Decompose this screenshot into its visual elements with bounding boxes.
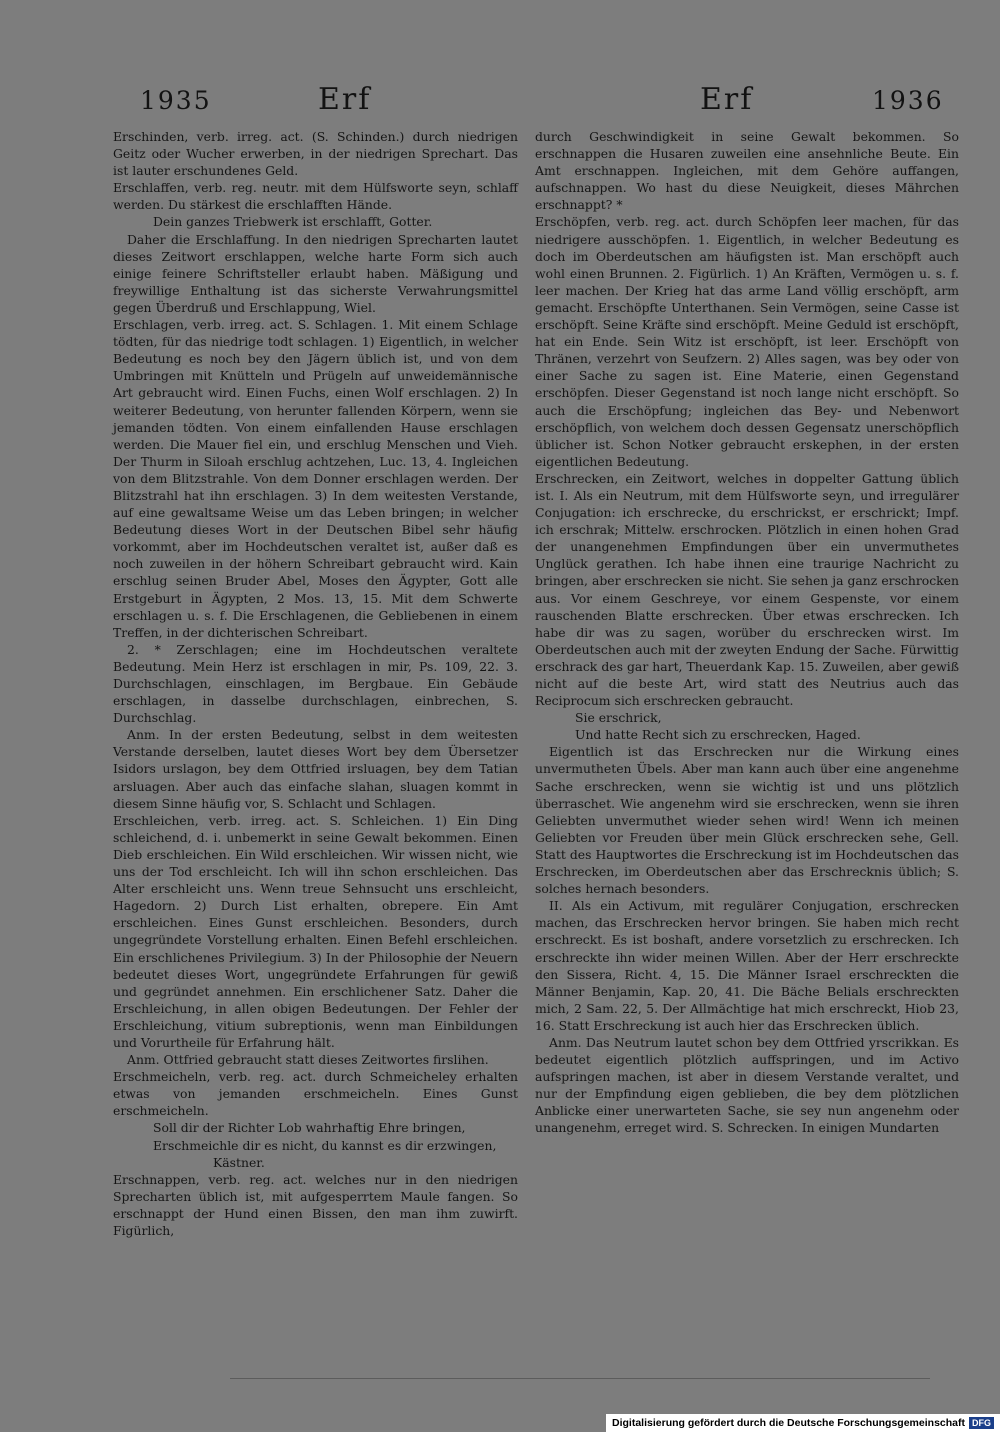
entry-erschrecken-cont: Eigentlich ist das Erschrecken nur die Wirkung eines unvermutheten Übels. Aber man kann auch über eine angenehme Sache erschrecken, wenn sie wichtig ist und uns plötzlich überraschet. Wie angenehm wird sie erschrecken, wenn sie ihren Geliebten unvermuthet wieder sehen wird! Wenn ich meinen Geliebten vor Freuden über mein Glück erschrecken sehe, Gell. Statt des Hauptwortes die Erschreckung ist im Hochdeutschen das Erschrecken, im Oberdeutschen aber das Erschrecknis üblich; S. solches hernach besonders. xyxy=(535,744,959,897)
entry-erschinden: Erschinden, verb. irreg. act. (S. Schinden.) durch niedrigen Geitz oder Wucher erwerben, in der niedrigen Sprechart. Das ist lauter erschundenes Geld. xyxy=(113,129,518,179)
verse-kaestner-author: Kästner. xyxy=(213,1154,265,1170)
verse-haged-2: Und hatte Recht sich zu erschrecken, Haged. xyxy=(575,727,861,743)
footer-text: Digitalisierung gefördert durch die Deutsche Forschungsgemeinschaft xyxy=(612,1417,965,1429)
verse-kaestner-2: Erschmeichle dir es nicht, du kannst es dir erzwingen, xyxy=(153,1137,497,1153)
entry-erschnappen: Erschnappen, verb. reg. act. welches nur in den niedrigen Sprecharten üblich ist, mit aufgesperrtem Maule fangen. So erschnappt der Hund einen Bissen, den man ihm zuwirft. Figürlich, xyxy=(113,1171,518,1238)
right-column xyxy=(535,128,959,1137)
scan-line xyxy=(230,1378,930,1379)
entry-erschlaffen: Erschlaffen, verb. reg. neutr. mit dem Hülfsworte seyn, schlaff werden. Du stärkest die erschlafften Hände. xyxy=(113,180,518,213)
entry-erschmeicheln: Erschmeicheln, verb. reg. act. durch Schmeicheley erhalten etwas von jemanden erschmeicheln. Eines Gunst erschmeicheln. xyxy=(113,1069,518,1119)
entry-erschlagen: Erschlagen, verb. irreg. act. S. Schlagen. 1. Mit einem Schlage tödten, für das niedrige todt schlagen. 1) Eigentlich, in welcher Bedeutung es noch bey den Jägern üblich ist, und von dem Umbringen mit Knütteln und Prügeln auf unweidemännische Art gebraucht wird. Einen Fuchs, einen Wolf erschlagen. 2) In weiterer Bedeutung, von herunter fallenden Körpern, wenn sie jemanden tödten. Von einem einfallenden Hause erschlagen werden. Die Mauer fiel ein, und erschlug Menschen und Vieh. Der Thurm in Siloah erschlug achtzehen, Luc. 13, 4. Ingleichen von dem Blitzstrahle. Von dem Donner erschlagen werden. Der Blitzstrahl hat ihn erschlagen. 3) In dem weitesten Verstande, auf eine gewaltsame Weise um das Leben bringen; in welcher Bedeutung dieses Wort in der Deutschen Bibel sehr häufig vorkommt, aber im Hochdeutschen veraltet ist, außer daß es noch zuweilen in der höhern Schreibart gebraucht wird. Kain erschlug seinen Bruder Abel, Moses den Ägypter, Gott alle Erstgeburt in Ägypten, 2 Mos. 13, 15. Mit dem Schwerte erschlagen u. s. f. Die Erschlagenen, die Gebliebenen in einem Treffen, in der dichterischen Schreibart. xyxy=(113,317,518,640)
entry-erschlaffen-cont: Daher die Erschlaffung. In den niedrigen Sprecharten lautet dieses Zeitwort erschlappen, welche harte Form sich auch einige feinere Schriftsteller erlaubt haben. Mäßigung und freywillige Enthaltung ist das sicherste Verwahrungsmittel gegen Überdruß und Erschlappung, Wiel. xyxy=(113,231,518,315)
verse-kaestner-1: Soll dir der Richter Lob wahrhaftig Ehre bringen, xyxy=(153,1120,466,1136)
verse-gotter: Dein ganzes Triebwerk ist erschlafft, Gotter. xyxy=(153,214,433,230)
entry-erschoepfen: Erschöpfen, verb. reg. act. durch Schöpfen leer machen, für das niedrigere ausschöpfen. 1. Eigentlich, in welcher Bedeutung es doch im Oberdeutschen am häufigsten ist. Man erschöpft auch wohl einen Brunnen. 2. Figürlich. 1) An Kräften, Vermögen u. s. f. leer machen. Der Krieg hat das arme Land völlig erschöpft, arm gemacht. Erschöpfte Unterthanen. Sein Vermögen, seine Casse ist erschöpft. Seine Kräfte sind erschöpft. Meine Geduld ist erschöpft, hat ein Ende. Sein Witz ist erschöpft, ist leer. Erschöpft von Thränen, verzehrt von Seufzern. 2) Alles sagen, was bey oder von einer Sache zu sagen ist. Eine Materie, einen Gegenstand erschöpfen. Dieser Gegenstand ist noch lange nicht erschöpft. So auch die Erschöpfung; ingleichen das Bey- und Nebenwort erschöpflich, von welchem doch dessen Gegensatz unerschöpflich üblicher ist. Schon Notker gebraucht erskephen, in der ersten eigentlichen Bedeutung. xyxy=(535,214,959,469)
entry-erschleichen-anm: Anm. Ottfried gebraucht statt dieses Zeitwortes firslihen. xyxy=(127,1052,489,1068)
dfg-logo: DFG xyxy=(969,1417,994,1429)
entry-erschrecken-anm: Anm. Das Neutrum lautet schon bey dem Ottfried yrscrikkan. Es bedeutet eigentlich plötzlich auffspringen, und im Activo aufspringen machen, ist aber in diesem Verstande veraltet, und nur der Empfindung eigen geblieben, die bey dem plötzlichen Anblicke einer unerwarteten Sache, sie sey nun angenehm oder unangenehm, erreget wird. S. Schrecken. In einigen Mundarten xyxy=(535,1034,959,1136)
running-head-right: Erf xyxy=(700,82,754,117)
entry-erschnappen-cont: durch Geschwindigkeit in seine Gewalt bekommen. So erschnappen die Husaren zuweilen eine ansehnliche Beute. Ein Amt erschnappen. Ingleichen, mit dem Gehöre auffangen, aufschnappen. Wo hast du diese Neuigkeit, dieses Mährchen erschnappt? * xyxy=(535,129,959,213)
entry-erschlagen-anm: Anm. In der ersten Bedeutung, selbst in dem weitesten Verstande derselben, lautet dieses Wort bey dem Übersetzer Isidors urslagon, bey dem Ottfried irsluagen, bey dem Tatian arsluagen. Aber auch das einfache slahan, sluagen kommt in diesem Sinne häufig vor, S. Schlacht und Schlagen. xyxy=(113,727,518,811)
footer-bar xyxy=(606,1414,1000,1432)
verse-haged-1: Sie erschrick, xyxy=(575,710,662,726)
running-head-left: Erf xyxy=(318,82,372,117)
entry-erschlagen-2: 2. * Zerschlagen; eine im Hochdeutschen veraltete Bedeutung. Mein Herz ist erschlagen in mir, Ps. 109, 22. 3. Durchschlagen, einschlagen, im Bergbaue. Ein Gebäude erschlagen, in dasselbe durchschlagen, einbrechen, S. Durchschlag. xyxy=(113,641,518,726)
entry-erschrecken-active: II. Als ein Activum, mit regulärer Conjugation, erschrecken machen, das Erschrecken hervor bringen. Sie haben mich recht erschreckt. Es ist boshaft, andere vorsetzlich zu erschrecken. Ich erschreckte ihn wider meinen Willen. Aber der Herr erschreckte den Sissera, Richt. 4, 15. Die Männer Israel erschreckten die Männer Benjamin, Kap. 20, 41. Die Bäche Belials erschreckten mich, 2 Sam. 22, 5. Der Allmächtige hat mich erschreckt, Hiob 23, 16. Statt Erschreckung ist auch hier das Erschrecken üblich. xyxy=(535,898,959,1033)
left-column xyxy=(113,128,518,1239)
entry-erschleichen: Erschleichen, verb. irreg. act. S. Schleichen. 1) Ein Ding schleichend, d. i. unbemerkt in seine Gewalt bekommen. Einen Dieb erschleichen. Ein Wild erschleichen. Wir wissen nicht, wie uns der Tod erschleicht. Ich will ihn schon erschleichen. Das Alter erschleicht uns. Wenn treue Sehnsucht uns erschleicht, Hagedorn. 2) Durch List erhalten, obrepere. Ein Amt erschleichen. Eines Gunst erschleichen. Besonders, durch ungegründete Vorstellung erhalten. Einen Befehl erschleichen. Ein erschlichenes Privilegium. 3) In der Philosophie der Neuern bedeutet dieses Wort, ungegründete Erfahrungen für gewiß und gegründet annehmen. Ein erschlichener Satz. Daher die Erschleichung, in allen obigen Bedeutungen. Der Fehler der Erschleichung, vitium subreptionis, wenn man Einbildungen und Vorurtheile für Erfahrung hält. xyxy=(113,812,518,1050)
entry-erschrecken: Erschrecken, ein Zeitwort, welches in doppelter Gattung üblich ist. I. Als ein Neutrum, mit dem Hülfsworte seyn, und irregulärer Conjugation: ich erschrecke, du erschrickst, er erschrickt; Impf. ich erschrak; Mittelw. erschrocken. Plötzlich in einen hohen Grad der unangenehmen Empfindungen über ein unvermuthetes Unglück gerathen. Ich habe ihnen eine traurige Nachricht zu bringen, aber erschrecken sie nicht. Sie sehen ja ganz erschrocken aus. Vor einem Geschreye, vor einem Gespenste, vor einem rauschenden Blatte erschrecken. Über etwas erschrecken. Ich habe dir was zu sagen, worüber du erschrecken wirst. Im Oberdeutschen auch mit der zweyten Endung der Sache. Fürwittig erschrack des gar hart, Theuerdank Kap. 15. Zuweilen, aber gewiß nicht auf die beste Art, wird statt des Neutrius auch das Reciprocum sich erschrecken gebraucht. xyxy=(535,470,959,709)
page-number-right: 1936 xyxy=(872,86,944,115)
page-number-left: 1935 xyxy=(140,86,212,115)
